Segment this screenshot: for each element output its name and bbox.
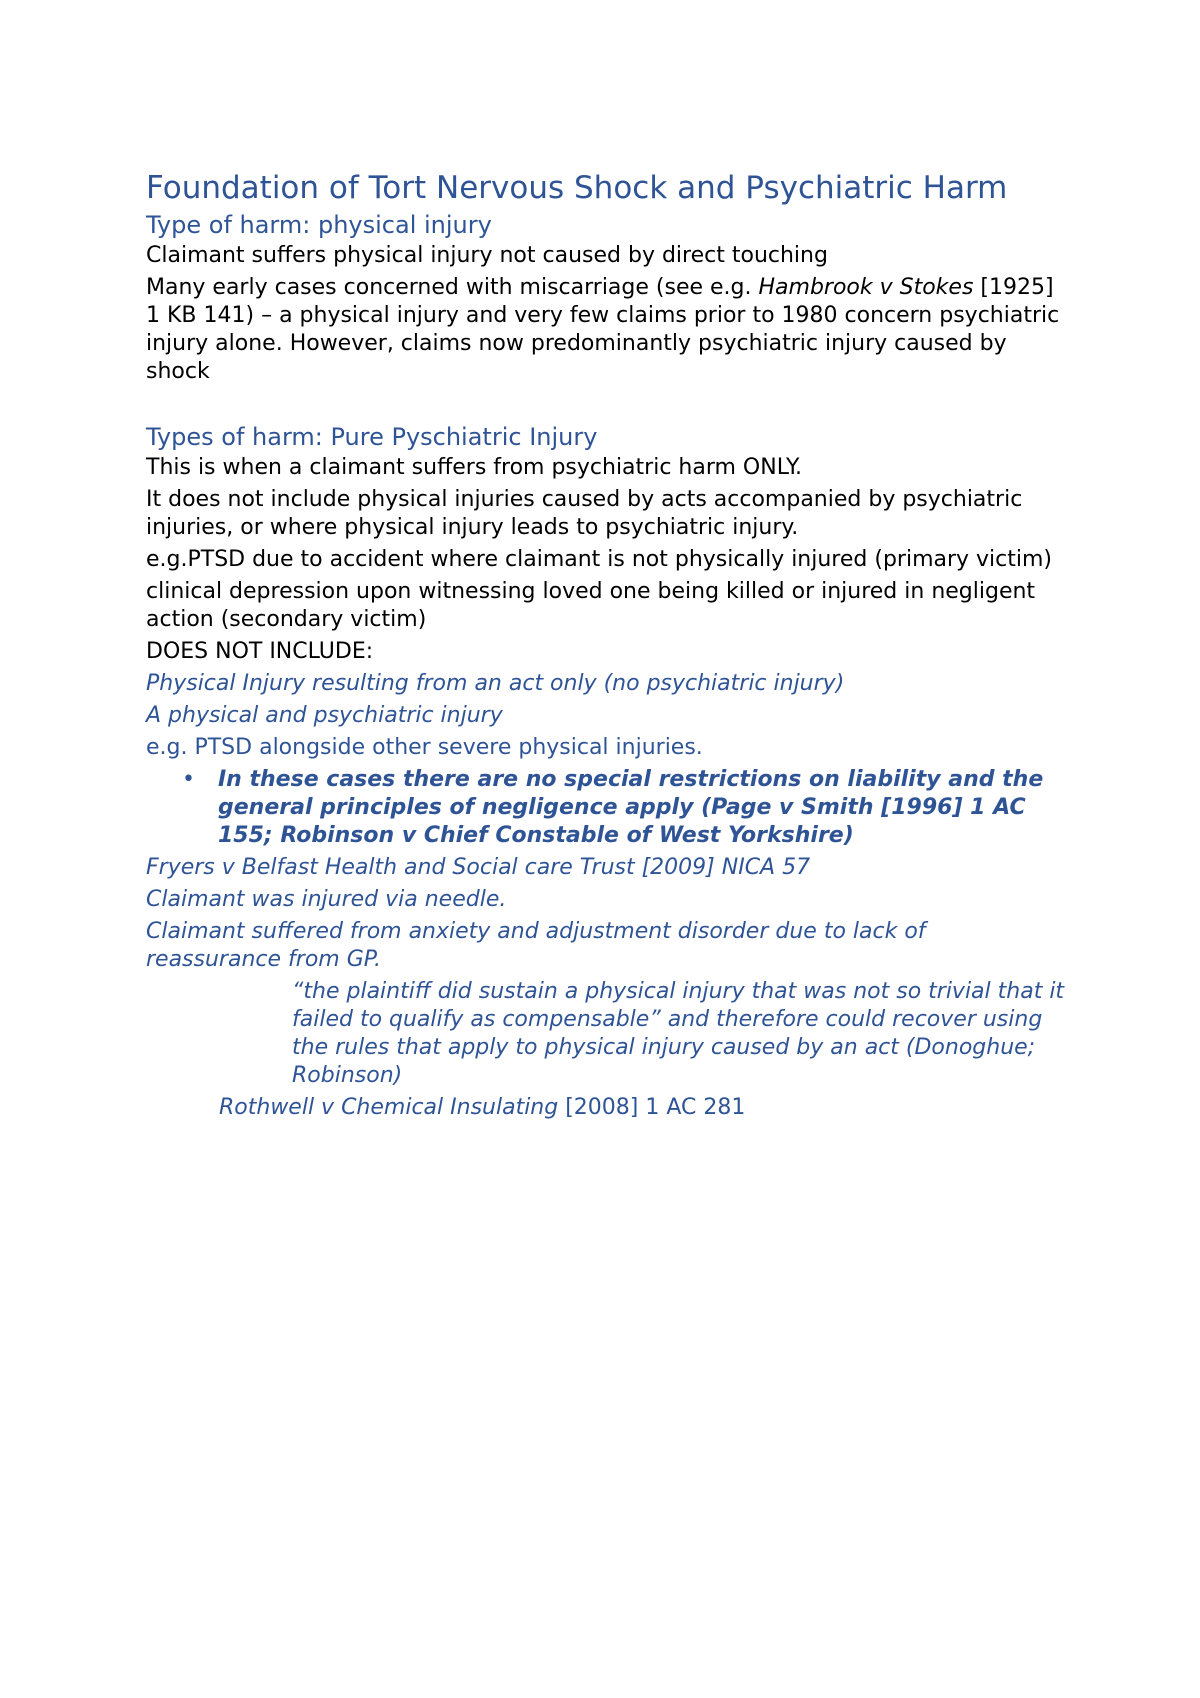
case-fact: Claimant was injured via needle. [146,887,507,912]
section-heading-physical-injury: Type of harm: physical injury [146,211,492,239]
text-run: Many early cases concerned with miscarriage (see e.g. [146,275,759,300]
case-fact: Claimant suffered from anxiety and adjustment disorder due to lack of reassurance from GP. [146,919,926,972]
document-title: Foundation of Tort Nervous Shock and Psychiatric Harm [146,170,1008,206]
case-name-hambrook: Hambrook v Stokes [758,275,974,300]
bullet-icon: • [182,767,195,792]
paragraph: DOES NOT INCLUDE: [146,639,374,664]
paragraph: It does not include physical injuries caused by acts accompanied by psychiatric injuries, or where physical injury leads to psychiatric injury. [146,487,1023,540]
case-quote: “the plaintiff did sustain a physical injury that was not so trivial that it failed to qualify as compensable” and therefore could recover using the rules that apply to physical injury caused by an act (Donoghue; Robinson) [292,979,1065,1088]
paragraph-spacer [146,390,1066,422]
section-heading-pure-psychiatric: Types of harm: Pure Pyschiatric Injury [146,423,598,451]
case-name-rothwell: Rothwell v Chemical Insulating [219,1095,559,1120]
case-citation: [2008] 1 AC 281 [558,1095,746,1120]
text-run: [1925] 1 KB 141) – a physical injury and very few claims prior to 1980 concern psychiatric injury alone. However, claims now predominantly psychiatric injury caused by shock [146,275,1060,384]
bullet-text: In these cases there are no special restrictions on liability and the general principles of negligence apply (Page v Smith [1996] 1 AC 155; Robinson v Chief Constable of West Yorkshire) [218,767,1044,848]
paragraph: clinical depression upon witnessing loved one being killed or injured in negligent action (secondary victim) [146,579,1036,632]
bullet-list [146,766,1066,850]
document-body [146,168,1066,1122]
case-reference-rothwell [146,1094,1066,1122]
case-heading-fryers: Fryers v Belfast Health and Social care Trust [2009] NICA 57 [146,855,811,880]
paragraph: This is when a claimant suffers from psychiatric harm ONLY. [146,455,803,480]
exclusion-item: Physical Injury resulting from an act only (no psychiatric injury) [146,671,845,696]
paragraph: e.g.PTSD due to accident where claimant is not physically injured (primary victim) [146,547,1053,572]
bullet-item [146,766,1066,850]
example-line: e.g. PTSD alongside other severe physical injuries. [146,735,703,760]
exclusion-item: A physical and psychiatric injury [146,703,503,728]
paragraph-miscarriage [146,274,1066,386]
paragraph: Claimant suffers physical injury not caused by direct touching [146,243,828,268]
